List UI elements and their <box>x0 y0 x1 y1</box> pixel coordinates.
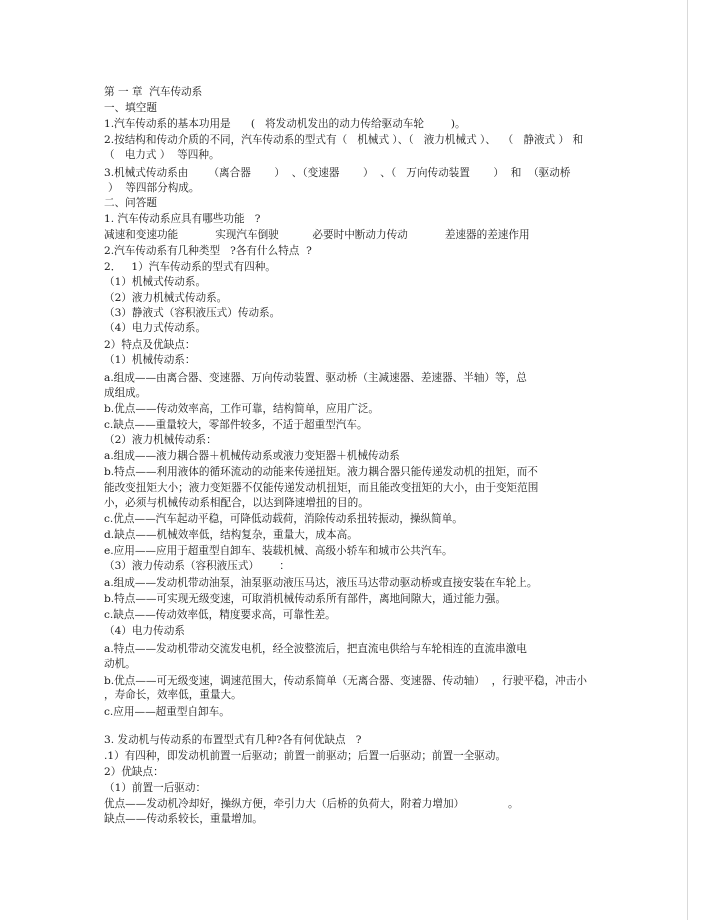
text-line: 3.机械式传动系由 （离合器 ） 、（变速器 ） 、（ 万向传动装置 ） 和 （驱动桥 <box>104 167 571 179</box>
text-line: （1）机械传动系： <box>104 354 196 366</box>
section-heading-fill-blank: 一、填空题 <box>104 102 157 114</box>
text-line: （1）前置一后驱动： <box>104 782 207 794</box>
text-line: e.应用——应用于超重型自卸车、装载机械、高级小轿车和城市公共汽车。 <box>104 545 453 557</box>
text-line: b.特点——可实现无级变速，可取消机械传动系所有部件，离地间隙大，通过能力强。 <box>104 593 507 605</box>
text-line: a.组成——液力耦合器＋机械传动系或液力变矩器＋机械传动系 <box>104 450 400 462</box>
question-2: 2.汽车传动系有几种类型 ?各有什么特点 ? <box>104 245 312 257</box>
text-line: 动机。 <box>104 658 136 670</box>
question-1: 1. 汽车传动系应具有哪些功能 ? <box>104 213 261 225</box>
text-line: 1.汽车传动系的基本功用是 ( 将发动机发出的动力传给驱动车轮 )。 <box>104 118 466 130</box>
text-line: 成组成。 <box>104 387 147 399</box>
text-line: ） 等四部分构成。 <box>108 182 200 194</box>
page-edge-line <box>687 0 688 920</box>
chapter-title: 第 一 章 汽车传动系 <box>104 86 203 98</box>
text-line: 2． 1）汽车传动系的型式有四种。 <box>104 261 276 273</box>
text-line: b.优点——传动效率高，工作可靠，结构简单，应用广泛。 <box>104 403 379 415</box>
text-line: b.特点——利用液体的循环流动的动能来传递扭矩。液力耦合器只能传递发动机的扭矩，而不 <box>104 466 538 478</box>
text-line: c.缺点——传动效率低，精度要求高，可靠性差。 <box>104 609 336 621</box>
text-line: b.优点——可无级变速，调速范围大，传动系简单（无离合器、变速器、传动轴） ，行驶平稳，冲击小 <box>104 675 588 687</box>
text-line: （2）液力机械传动系： <box>104 434 217 446</box>
text-line: （4）电力式传动系。 <box>104 322 207 334</box>
text-line: c.应用——超重型自卸车。 <box>104 706 230 718</box>
text-line: 能改变扭矩大小；液力变矩器不仅能传递发动机扭矩，而且能改变扭矩的大小，由于变矩范围 <box>104 482 539 494</box>
text-line: （ 电力式 ） 等四种。 <box>104 149 220 161</box>
text-line: （1）机械式传动系。 <box>104 276 207 288</box>
section-heading-qa: 二、问答题 <box>104 197 157 209</box>
text-line: （3）液力传动系（容积液压式） ： <box>104 560 290 572</box>
text-line: 优点——发动机冷却好，操纵方便，牵引力大（后桥的负荷大，附着力增加） 。 <box>104 798 519 810</box>
text-line: ，寿命长，效率低，重量大。 <box>104 689 242 701</box>
text-line: a.组成——发动机带动油泵，油泵驱动液压马达，液压马达带动驱动桥或直接安装在车轮上。 <box>104 577 538 589</box>
text-line: （2）液力机械式传动系。 <box>104 292 228 304</box>
text-line: 2.按结构和传动介质的不同，汽车传动系的型式有（ 机械式 ）、（ 液力机械式 ）、 （ 静液式 ） 和 <box>104 134 584 146</box>
text-line: 2）特点及优缺点： <box>104 339 196 351</box>
text-line: d.缺点——机械效率低，结构复杂，重量大，成本高。 <box>104 529 358 541</box>
text-line: .1）有四种，即发动机前置一后驱动；前置一前驱动；后置一后驱动；前置一全驱动。 <box>104 750 507 762</box>
text-line: c.缺点——重量较大，零部件较多，不适于超重型汽车。 <box>104 419 368 431</box>
text-line: 2）优缺点： <box>104 766 164 778</box>
text-line: 减速和变速功能 实现汽车倒驶 必要时中断动力传动 差速器的差速作用 <box>104 229 530 241</box>
text-line: a.组成——由离合器、变速器、万向传动装置、驱动桥（主减速器、差速器、半轴）等，总 <box>104 372 527 384</box>
question-3: 3. 发动机与传动系的布置型式有几种?各有何优缺点 ? <box>104 734 362 746</box>
text-line: （4）电力传动系 <box>104 625 185 637</box>
text-line: 小，必须与机械传动系相配合，以达到降速增扭的目的。 <box>104 497 369 509</box>
text-line: 缺点——传动系较长，重量增加。 <box>104 813 263 825</box>
text-line: c.优点——汽车起动平稳，可降低动载荷，消除传动系扭转振动，操纵简单。 <box>104 513 463 525</box>
text-line: a.特点——发动机带动交流发电机，经全波整流后，把直流电供给与车轮相连的直流串激电 <box>104 643 527 655</box>
text-line: （3）静液式（容积液压式）传动系。 <box>104 307 281 319</box>
